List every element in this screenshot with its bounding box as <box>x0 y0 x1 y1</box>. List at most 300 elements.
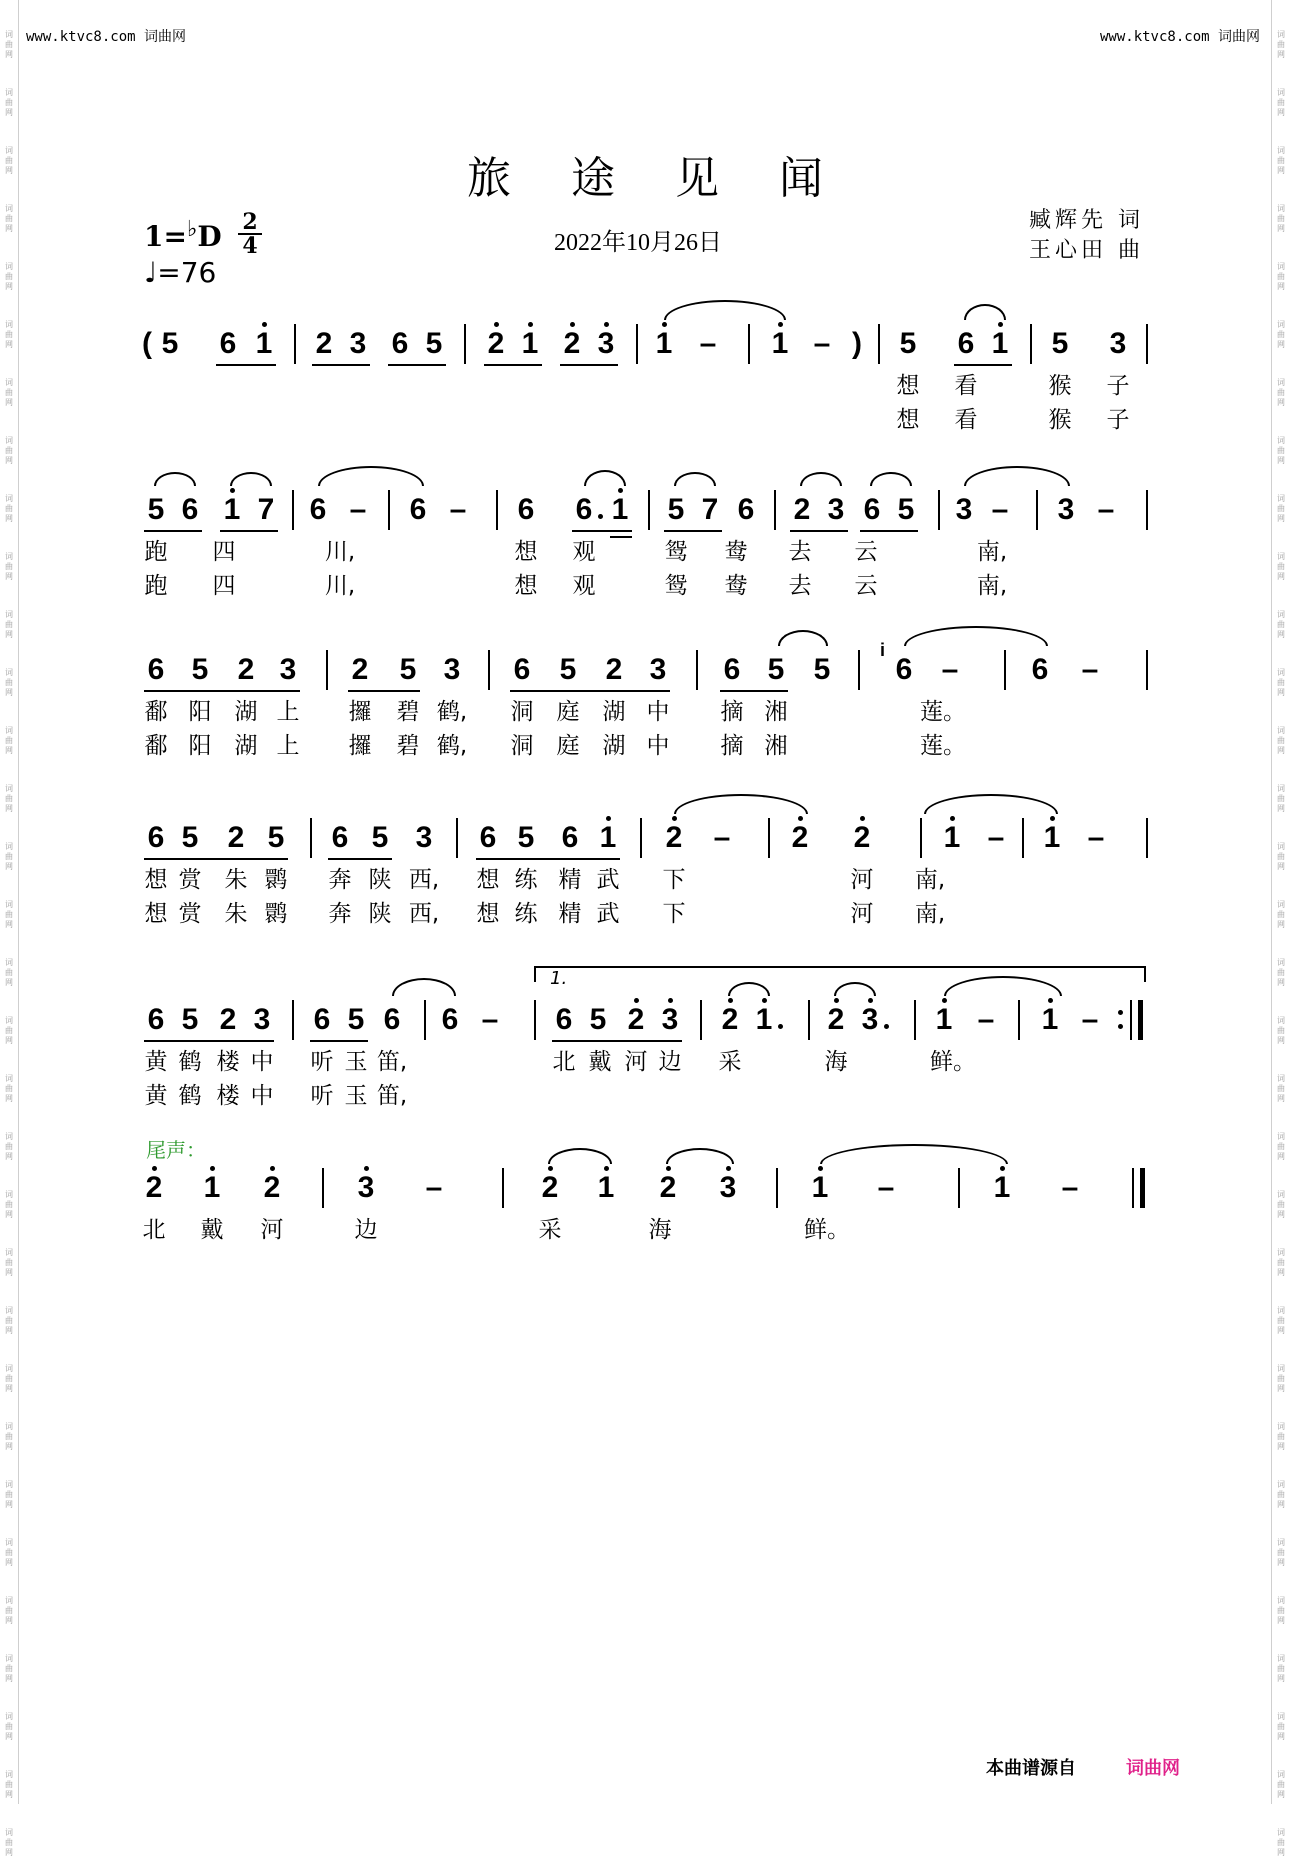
octave-dot-above <box>668 998 673 1003</box>
watermark-item: 词 曲 网 <box>1277 320 1285 349</box>
tie-slur <box>904 626 1048 646</box>
watermark-item: 词 曲 网 <box>1277 88 1285 117</box>
jianpu-note: 3 <box>357 1171 375 1204</box>
barline <box>502 1168 504 1208</box>
barline <box>938 490 940 530</box>
lyric-char: 莲。 <box>920 699 966 725</box>
watermark-item: 词 曲 网 <box>5 204 13 233</box>
barline <box>774 490 776 530</box>
octave-dot-above <box>634 998 639 1003</box>
lyric-char: 猴 <box>1048 407 1072 433</box>
lyric-char: 练 <box>514 901 538 927</box>
beam-underline <box>560 364 618 366</box>
tie-slur <box>778 630 828 646</box>
watermark-item: 词 曲 网 <box>5 900 13 929</box>
octave-dot-above <box>728 998 733 1003</box>
octave-dot-above <box>528 322 533 327</box>
watermark-item: 词 曲 网 <box>5 1016 13 1045</box>
lyric-char: 鸳 <box>664 573 688 599</box>
watermark-item: 词 曲 网 <box>5 1538 13 1567</box>
barline <box>920 818 922 858</box>
lyric-char: 奔 <box>328 901 352 927</box>
barline <box>424 1000 426 1040</box>
watermark-item: 词 曲 网 <box>5 1364 13 1393</box>
lyric-char: 鹮 <box>264 867 288 893</box>
barline <box>1130 1000 1132 1040</box>
tie-slur <box>800 472 842 486</box>
lyric-char: 中 <box>646 699 670 725</box>
jianpu-note: 6 <box>219 327 237 360</box>
jianpu-note: 2 <box>721 1003 739 1036</box>
watermark-item: 词 曲 网 <box>1277 1190 1285 1219</box>
lyric-char: 想 <box>476 901 500 927</box>
lyric-char: 湖 <box>602 699 626 725</box>
paren-close: ) <box>852 327 862 360</box>
tie-slur <box>964 304 1006 320</box>
barline <box>1022 818 1024 858</box>
barline <box>534 1000 536 1040</box>
watermark-item: 词 曲 网 <box>5 88 13 117</box>
octave-dot-above <box>942 998 947 1003</box>
lyric-char: 笛, <box>376 1049 408 1075</box>
watermark-item: 词 曲 网 <box>1277 436 1285 465</box>
beam-underline <box>510 690 670 692</box>
lyric-char: 玉 <box>344 1049 368 1075</box>
watermark-item: 词 曲 网 <box>1277 1654 1285 1683</box>
key-equals: = <box>163 220 187 253</box>
jianpu-note: 6 <box>313 1003 331 1036</box>
lyric-char: 鲜。 <box>930 1049 976 1075</box>
lyric-char: 中 <box>250 1083 274 1109</box>
jianpu-note: 2 <box>627 1003 645 1036</box>
jianpu-note: 1 <box>755 1003 773 1036</box>
lyric-char: 北 <box>552 1049 576 1075</box>
lyric-char: 跑 <box>144 573 168 599</box>
watermark-item: 词 曲 网 <box>5 1422 13 1451</box>
augmentation-dot <box>884 1024 889 1029</box>
jianpu-note: 2 <box>541 1171 559 1204</box>
barline <box>310 818 312 858</box>
jianpu-note: 2 <box>563 327 581 360</box>
barline <box>1004 650 1006 690</box>
grace-note: i <box>880 640 886 660</box>
site-url-right[interactable]: www.ktvc8.com 词曲网 <box>1099 29 1260 45</box>
barline <box>858 650 860 690</box>
lyric-char: 想 <box>144 867 168 893</box>
key-one: 1 <box>144 220 164 253</box>
jianpu-note: 6 <box>441 1003 459 1036</box>
jianpu-note: 3 <box>349 327 367 360</box>
jianpu-note: 6 <box>517 493 535 526</box>
jianpu-note: 5 <box>347 1003 365 1036</box>
octave-dot-above <box>950 816 955 821</box>
footer-source <box>986 1754 1180 1780</box>
watermark-item: 词 曲 网 <box>1277 30 1285 59</box>
lyric-char: 四 <box>212 573 236 599</box>
jianpu-note: 5 <box>813 653 831 686</box>
jianpu-note: 5 <box>517 821 535 854</box>
lyric-char: 阳 <box>188 733 212 759</box>
jianpu-note: 7 <box>701 493 719 526</box>
octave-dot-above <box>230 488 235 493</box>
jianpu-note: 5 <box>1051 327 1069 360</box>
lyric-char: 鸯 <box>724 539 748 565</box>
lyric-char: 楼 <box>216 1049 240 1075</box>
watermark-item: 词 曲 网 <box>5 1828 13 1857</box>
jianpu-note: 6 <box>409 493 427 526</box>
barline <box>496 490 498 530</box>
beam-underline <box>720 690 788 692</box>
repeat-dot <box>1118 1010 1123 1015</box>
barline <box>1132 1168 1134 1208</box>
jianpu-note: – <box>987 821 1005 854</box>
lyric-char: 摘 <box>720 733 744 759</box>
jianpu-note: 5 <box>897 493 915 526</box>
watermark-item: 词 曲 网 <box>5 436 13 465</box>
score-date: 2022年10月26日 <box>554 230 722 256</box>
jianpu-note: 2 <box>351 653 369 686</box>
watermark-item: 词 曲 网 <box>5 320 13 349</box>
octave-dot-above <box>570 322 575 327</box>
lyric-char: 鄱 <box>144 699 168 725</box>
jianpu-note: 5 <box>181 821 199 854</box>
barline <box>700 1000 702 1040</box>
jianpu-note: 5 <box>425 327 443 360</box>
lyric-char: 上 <box>276 699 300 725</box>
watermark-item: 词 曲 网 <box>5 494 13 523</box>
watermark-item: 词 曲 网 <box>1277 1248 1285 1277</box>
octave-dot-above <box>262 322 267 327</box>
beam-underline <box>144 530 202 532</box>
jianpu-note: – <box>713 821 731 854</box>
first-ending-number: 1. <box>550 968 568 989</box>
octave-dot-above <box>1000 1166 1005 1171</box>
lyric-char: 陕 <box>368 901 392 927</box>
watermark-item: 词 曲 网 <box>5 1596 13 1625</box>
watermark-item: 词 曲 网 <box>1277 842 1285 871</box>
watermark-item: 词 曲 网 <box>5 726 13 755</box>
jianpu-note: – <box>991 493 1009 526</box>
lyric-char: 采 <box>718 1049 742 1075</box>
lyric-char: 去 <box>788 573 812 599</box>
watermark-item: 词 曲 网 <box>1277 1596 1285 1625</box>
tie-slur <box>584 470 626 486</box>
lyric-char: 南, <box>976 539 1008 565</box>
tie-slur <box>548 1148 612 1164</box>
lyric-char: 精 <box>558 901 582 927</box>
jianpu-note: 2 <box>659 1171 677 1204</box>
jianpu-note: 6 <box>575 493 593 526</box>
tie-slur <box>834 982 876 996</box>
lyric-char: 精 <box>558 867 582 893</box>
lyric-char: 想 <box>896 407 920 433</box>
tie-slur <box>674 794 808 814</box>
watermark-item: 词 曲 网 <box>1277 900 1285 929</box>
barline <box>1018 1000 1020 1040</box>
jianpu-note: – <box>425 1171 443 1204</box>
lyric-char: 武 <box>596 901 620 927</box>
octave-dot-above <box>606 816 611 821</box>
jianpu-note: 6 <box>863 493 881 526</box>
page-border-right <box>1271 0 1272 1804</box>
watermark-item: 词 曲 网 <box>1277 262 1285 291</box>
lyric-char: 碧 <box>396 733 420 759</box>
lyric-char: 南, <box>914 867 946 893</box>
lyric-char: 河 <box>850 901 874 927</box>
tie-slur <box>728 982 770 996</box>
watermark-item: 词 曲 网 <box>5 1712 13 1741</box>
watermark-item: 词 曲 网 <box>1277 1712 1285 1741</box>
barline <box>292 490 294 530</box>
jianpu-note: 1 <box>1043 821 1061 854</box>
jianpu-note: – <box>1097 493 1115 526</box>
lyric-char: 朱 <box>224 901 248 927</box>
jianpu-note: 6 <box>147 1003 165 1036</box>
lyric-char: 猴 <box>1048 373 1072 399</box>
watermark-strip-right <box>1274 30 1288 1857</box>
watermark-item: 词 曲 网 <box>5 552 13 581</box>
beam-underline <box>664 530 722 532</box>
jianpu-note: 5 <box>899 327 917 360</box>
lyricist-credit: 臧辉先 词 <box>1029 208 1144 233</box>
barline <box>1030 324 1032 364</box>
jianpu-note: 6 <box>737 493 755 526</box>
watermark-item: 词 曲 网 <box>1277 1770 1285 1799</box>
tie-slur <box>318 466 424 486</box>
jianpu-note: – <box>877 1171 895 1204</box>
lyric-char: 戴 <box>200 1217 224 1243</box>
watermark-item: 词 曲 网 <box>5 958 13 987</box>
beam-underline <box>572 530 632 532</box>
watermark-item: 词 曲 网 <box>5 1248 13 1277</box>
lyric-char: 边 <box>658 1049 682 1075</box>
jianpu-note: 3 <box>279 653 297 686</box>
tie-slur <box>230 472 272 486</box>
watermark-item: 词 曲 网 <box>5 146 13 175</box>
lyric-char: 下 <box>662 901 686 927</box>
jianpu-note: 1 <box>255 327 273 360</box>
watermark-item: 词 曲 网 <box>1277 552 1285 581</box>
lyric-char: 南, <box>914 901 946 927</box>
lyric-char: 鲜。 <box>804 1217 850 1243</box>
lyric-char: 黄 <box>144 1049 168 1075</box>
barline <box>1146 650 1148 690</box>
barline <box>808 1000 810 1040</box>
jianpu-note: 6 <box>1031 653 1049 686</box>
lyric-char: 湖 <box>234 733 258 759</box>
lyric-char: 庭 <box>556 699 580 725</box>
jianpu-note: 1 <box>991 327 1009 360</box>
jianpu-note: – <box>977 1003 995 1036</box>
lyric-char: 鸳 <box>664 539 688 565</box>
lyric-char: 练 <box>514 867 538 893</box>
octave-dot-above <box>726 1166 731 1171</box>
jianpu-note: 6 <box>181 493 199 526</box>
lyric-char: 阳 <box>188 699 212 725</box>
watermark-item: 词 曲 网 <box>5 378 13 407</box>
jianpu-note: 5 <box>589 1003 607 1036</box>
beam-underline <box>144 1040 274 1042</box>
jianpu-note: 6 <box>513 653 531 686</box>
lyric-char: 四 <box>212 539 236 565</box>
lyric-char: 云 <box>854 573 878 599</box>
octave-dot-above <box>270 1166 275 1171</box>
tie-slur <box>392 978 456 996</box>
beam-underline <box>348 690 420 692</box>
jianpu-note: 5 <box>559 653 577 686</box>
jianpu-note: 3 <box>861 1003 879 1036</box>
footer-text: 本曲谱源自 <box>986 1758 1076 1779</box>
beam-underline <box>610 536 632 538</box>
tempo-marking <box>144 256 216 289</box>
jianpu-note: 2 <box>315 327 333 360</box>
lyric-char: 鸯 <box>724 573 748 599</box>
jianpu-note: 2 <box>219 1003 237 1036</box>
lyric-char: 鄱 <box>144 733 168 759</box>
jianpu-note: 3 <box>443 653 461 686</box>
beam-underline <box>860 530 918 532</box>
barline <box>914 1000 916 1040</box>
jianpu-note: 1 <box>943 821 961 854</box>
watermark-item: 词 曲 网 <box>5 610 13 639</box>
jianpu-note: – <box>813 327 831 360</box>
lyric-char: 上 <box>276 733 300 759</box>
site-url-left[interactable]: www.ktvc8.com 词曲网 <box>26 29 187 45</box>
lyric-char: 想 <box>896 373 920 399</box>
lyric-char: 武 <box>596 867 620 893</box>
jianpu-note: 1 <box>597 1171 615 1204</box>
watermark-item: 词 曲 网 <box>1277 1306 1285 1335</box>
lyric-char: 鹮 <box>264 901 288 927</box>
octave-dot-above <box>778 322 783 327</box>
lyric-char: 看 <box>954 373 978 399</box>
watermark-item: 词 曲 网 <box>1277 494 1285 523</box>
barline <box>1146 490 1148 530</box>
jianpu-note: 5 <box>181 1003 199 1036</box>
jianpu-note: 1 <box>1041 1003 1059 1036</box>
octave-dot-above <box>604 1166 609 1171</box>
lyric-char: 湖 <box>234 699 258 725</box>
barline <box>878 324 880 364</box>
octave-dot-above <box>998 322 1003 327</box>
jianpu-note: – <box>1081 1003 1099 1036</box>
tie-slur <box>964 466 1070 486</box>
tempo-equals: = <box>157 256 181 289</box>
watermark-item: 词 曲 网 <box>1277 1074 1285 1103</box>
watermark-item: 词 曲 网 <box>1277 1422 1285 1451</box>
barline <box>292 1000 294 1040</box>
barline <box>636 324 638 364</box>
lyric-char: 海 <box>648 1217 672 1243</box>
credits <box>1029 206 1144 266</box>
jianpu-note: 3 <box>827 493 845 526</box>
lyric-char: 朱 <box>224 867 248 893</box>
watermark-item: 词 曲 网 <box>5 842 13 871</box>
coda-label: 尾声： <box>146 1138 206 1162</box>
lyric-char: 南, <box>976 573 1008 599</box>
jianpu-note: 3 <box>1057 493 1075 526</box>
jianpu-note: 3 <box>415 821 433 854</box>
lyric-char: 听 <box>310 1083 334 1109</box>
octave-dot-above <box>210 1166 215 1171</box>
octave-dot-above <box>364 1166 369 1171</box>
lyric-char: 云 <box>854 539 878 565</box>
jianpu-note: 2 <box>853 821 871 854</box>
watermark-strip-left <box>2 30 16 1857</box>
watermark-item: 词 曲 网 <box>1277 610 1285 639</box>
watermark-item: 词 曲 网 <box>5 1190 13 1219</box>
jianpu-note: 2 <box>827 1003 845 1036</box>
jianpu-note: 1 <box>223 493 241 526</box>
augmentation-dot <box>598 514 603 519</box>
watermark-item: 词 曲 网 <box>5 1132 13 1161</box>
beam-underline <box>216 364 276 366</box>
lyric-char: 鹤, <box>436 699 468 725</box>
lyric-char: 赏 <box>178 901 202 927</box>
tie-slur <box>870 472 912 486</box>
barline <box>768 818 770 858</box>
lyric-char: 西, <box>408 901 440 927</box>
jianpu-note: 5 <box>767 653 785 686</box>
watermark-item: 词 曲 网 <box>5 30 13 59</box>
lyric-char: 西, <box>408 867 440 893</box>
jianpu-note: – <box>699 327 717 360</box>
jianpu-note: 7 <box>257 493 275 526</box>
jianpu-note: 1 <box>811 1171 829 1204</box>
jianpu-note: 6 <box>895 653 913 686</box>
beam-underline <box>144 858 288 860</box>
barline <box>958 1168 960 1208</box>
jianpu-note: 5 <box>371 821 389 854</box>
song-title: 旅途见闻 <box>467 153 883 204</box>
octave-dot-above <box>1050 816 1055 821</box>
watermark-item: 词 曲 网 <box>5 1480 13 1509</box>
tie-slur <box>674 472 716 486</box>
watermark-item: 词 曲 网 <box>5 1074 13 1103</box>
repeat-dot <box>1118 1024 1123 1029</box>
jianpu-note: 2 <box>237 653 255 686</box>
lyric-char: 陕 <box>368 867 392 893</box>
key-note: D <box>197 220 222 253</box>
jianpu-note: 5 <box>161 327 179 360</box>
barline <box>456 818 458 858</box>
page-border-left <box>18 0 19 1804</box>
lyric-char: 河 <box>260 1217 284 1243</box>
jianpu-note: 2 <box>791 821 809 854</box>
jianpu-note: 3 <box>955 493 973 526</box>
lyric-char: 赏 <box>178 867 202 893</box>
jianpu-note: – <box>349 493 367 526</box>
jianpu-note: 5 <box>267 821 285 854</box>
watermark-item: 词 曲 网 <box>5 1654 13 1683</box>
footer-brand[interactable]: 词曲网 <box>1126 1758 1180 1779</box>
beam-underline <box>476 858 620 860</box>
lyric-char: 去 <box>788 539 812 565</box>
octave-dot-above <box>604 322 609 327</box>
beam-underline <box>312 364 370 366</box>
lyric-char: 河 <box>624 1049 648 1075</box>
beam-underline <box>328 858 392 860</box>
octave-dot-above <box>672 816 677 821</box>
jianpu-note: 1 <box>935 1003 953 1036</box>
lyric-char: 中 <box>250 1049 274 1075</box>
watermark-item: 词 曲 网 <box>1277 1132 1285 1161</box>
octave-dot-above <box>818 1166 823 1171</box>
barline <box>1146 818 1148 858</box>
jianpu-note: 6 <box>957 327 975 360</box>
lyric-char: 洞 <box>510 699 534 725</box>
octave-dot-above <box>548 1166 553 1171</box>
